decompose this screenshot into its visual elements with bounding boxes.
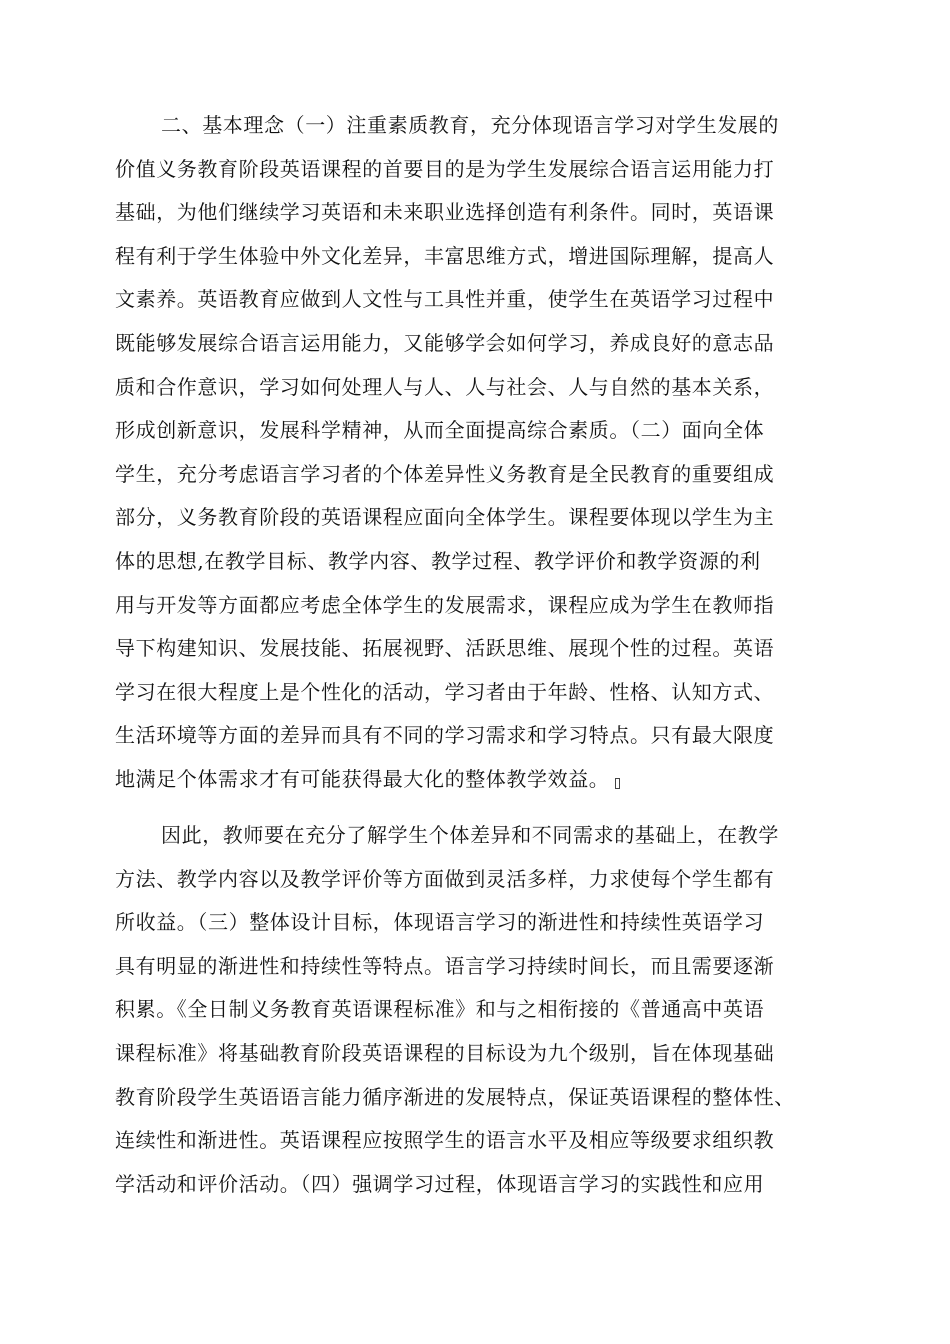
text-line-last [115, 758, 855, 802]
text-line: 基础，为他们继续学习英语和未来职业选择创造有利条件。同时，英语课 [115, 200, 775, 225]
text-line: 质和合作意识，学习如何处理人与人、人与社会、人与自然的基本关系， [115, 374, 775, 399]
text-line: 所收益。（三）整体设计目标，体现语言学习的渐进性和持续性英语学习 [115, 910, 765, 935]
paragraph-mark-icon [615, 778, 620, 789]
text-line: 积累。《全日制义务教育英语课程标准》和与之相衔接的《普通高中英语 [115, 997, 765, 1022]
text-line: 导下构建知识、发展技能、拓展视野、活跃思维、展现个性的过程。英语 [115, 636, 775, 661]
text-line: 部分，义务教育阶段的英语课程应面向全体学生。课程要体现以学生为主 [115, 505, 775, 530]
text-line: 具有明显的渐进性和持续性等特点。语言学习持续时间长，而且需要逐渐 [115, 953, 775, 978]
text-line: 文素养。英语教育应做到人文性与工具性并重，使学生在英语学习过程中 [115, 287, 775, 312]
text-line: 学生，充分考虑语言学习者的个体差异性义务教育是全民教育的重要组成 [115, 461, 775, 486]
paragraph-basic-concepts [115, 104, 855, 802]
text-line: 用与开发等方面都应考虑全体学生的发展需求，课程应成为学生在教师指 [115, 592, 775, 617]
text-line: 价值义务教育阶段英语课程的首要目的是为学生发展综合语言运用能力打 [115, 156, 775, 181]
text-line-content: 地满足个体需求才有可能获得最大化的整体教学效益。 [115, 766, 610, 791]
text-line: 连续性和渐进性。英语课程应按照学生的语言水平及相应等级要求组织教 [115, 1128, 775, 1153]
paragraph-therefore [115, 814, 855, 1206]
text-line: 体的思想,在教学目标、教学内容、教学过程、教学评价和教学资源的利 [115, 548, 761, 573]
text-line: 方法、教学内容以及教学评价等方面做到灵活多样，力求使每个学生都有 [115, 866, 775, 891]
text-line: 课程标准》将基础教育阶段英语课程的目标设为九个级别，旨在体现基础 [115, 1040, 775, 1065]
text-line: 学活动和评价活动。（四）强调学习过程，体现语言学习的实践性和应用 [115, 1171, 765, 1196]
text-line: 生活环境等方面的差异而具有不同的学习需求和学习特点。只有最大限度 [115, 723, 775, 748]
text-line: 因此，教师要在充分了解学生个体差异和不同需求的基础上，在教学 [161, 823, 779, 847]
text-line: 学习在很大程度上是个性化的活动，学习者由于年龄、性格、认知方式、 [115, 679, 775, 704]
text-line: 形成创新意识，发展科学精神，从而全面提高综合素质。（二）面向全体 [115, 418, 765, 443]
text-line: 二、基本理念（一）注重素质教育，充分体现语言学习对学生发展的 [161, 113, 779, 137]
text-line: 教育阶段学生英语语言能力循序渐进的发展特点，保证英语课程的整体性、 [115, 1084, 795, 1109]
text-line: 既能够发展综合语言运用能力，又能够学会如何学习，养成良好的意志品 [115, 330, 775, 355]
text-line: 程有利于学生体验中外文化差异，丰富思维方式，增进国际理解，提高人 [115, 243, 775, 268]
